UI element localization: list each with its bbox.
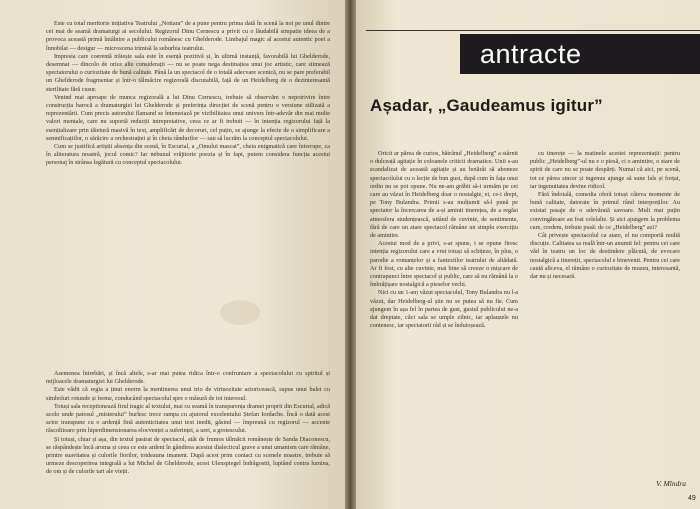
paragraph: Cât privește spectacolul ca atare, el nu comportă multă discuție. Calitatea sa reală într-un anumit fel: pentru cei care văd în teatru un loc de destindere plăcută, de evocare nostalgică a tinereții, spectacolul e binevenit. Pentru cei care caută altceva, el rămâne o curiozitate de muzeu, interesantă, dar nu și necesară. xyxy=(530,232,680,281)
left-article-body-top xyxy=(46,20,330,370)
article-title: Așadar, „Gaudeamus igitur” xyxy=(370,96,603,115)
right-column-1-text xyxy=(370,150,518,330)
left-paragraphs-bottom xyxy=(46,370,330,477)
author-signature: V. Mîndra xyxy=(656,479,686,488)
header-rule xyxy=(366,30,700,31)
left-paragraphs-top xyxy=(46,20,330,168)
right-column-1 xyxy=(370,150,518,495)
paragraph: Este vădit că regia a ținut enorm la mentinerea unui trio de virtuozitate actoricească, supus unui balet cu simboluri rotunde și ferme, conducând spectacolul spre o măsură de tot interesul. xyxy=(46,386,330,402)
paragraph: Nici cu un 1-am văzut spectacolul, Tony Bulandra nu l-a văzut, dar Heidelberg-ul știe nu se putea să nu fie. Cum ajungem în așa fel în partea de gust, gustul publicului ne-a dat dreptate, căci sala se umple zilnic, iar aplauzele nu contenesc, iar spectatorii râd și se înduioșează. xyxy=(370,289,518,330)
paragraph: Venind mai aproape de munca regizorală a lui Dinu Cernescu, trebuie să observăm o nepotrivire între construcția barocă a dramaturgiei lui Ghelderode și preferința direcției de scenă pentru o versiune stilizată a reprezentării. Cum precis autorului flamand se întemeiază pe vizibilitatea unui univers într-adevăr din mai multe valori mentale, care nu suportă reducții intrepretative, ceea ce ar fi trebuit — în intenția regizorului față la esențializare prin tăietură masivă în text, amplificări de decoruri, cel puțin, se ajunge la efecte de o simplificare a semnificațiilor, o sărăcire a orchestrației și în cheia rândurilor — sau să lucrăm la conceptul spectacolului. xyxy=(46,93,330,142)
paragraph: Este cu total meritorie inițiativa Teatrului „Nottara” de a pune pentru prima dată în scenă la noi pe unul dintre cei mai de seamă dramaturgi ai secolului. Regizorul Dinu Cernescu a privit cu o lăudabilă simpatie ideea de a provoca această primă întâlnire a publicului românesc cu Ghelderode. Limbajul magic al acestui autentic poet a înnobilat — desigur — microscena trimisă la suburbia teatrului. xyxy=(46,20,330,52)
paragraph: Asemenea întrebări, și încă altele, s-ar mai putea ridica într-o confruntare a spectacolului cu spiritul și mijloacele dramaturgiei lui Ghelderode. xyxy=(46,370,330,386)
left-article-body-bottom xyxy=(46,370,330,490)
paragraph: Fără îndoială, comedia oferă totuși câteva momente de bună calitate, datorate în primul rând interpreților. Au existat pasaje de o adevărată savoare. Mult mai puțin convingătoare au fost celelalte. Și aici ajungem la problema care, credem, trebuie pusă: de ce „Heidelberg” azi? xyxy=(530,191,680,231)
page-number: 49 xyxy=(688,495,696,502)
paragraph: Și totuși, chiar și așa, din textul pastrat de spectacol, atât de frumos tălmăcit românește de Sanda Diaconescu, se răspândește încă aroma și ceea ce este ardent în gândirea acestui dialecticul grave a unui umanism care rămâne, printre suavitatea și culorile fiorilor, totdeauna imanent. După acest prim contact cu scenele noastre, trebuie să urmeze descoperirea integrală a lui Michel de Ghelderode, acest Ulenspiegel îndrăgostit, luptând contra lumina, de om și de culorile tari ale vieții. xyxy=(46,435,330,476)
paragraph: Cum se justifică artiștii absența din scenă, în Escurial, a „Omului mascat”, cheia enigmatică care întrerupe, ca în aliteratura noastră, jocul comic? Iar nebunul vrăjitorie poezia și în fapt, putem considera funcția acestui personaj în strânsa legătură cu conceptul spectacolului. xyxy=(46,143,330,167)
paragraph: cu tinerețe — la matinele acestei reprezentații: pentru public „Heidelberg”-ul nu e o piesă, ci o amintire, o stare de spirit de care nu se poate despărți. Numai că aici, pe scenă, tot ce părea sincer și ingenuu ajunge să sune fals și forțat, iar ingenuitatea devine ridicol. xyxy=(530,150,680,190)
paragraph: Totuși sala receptionează firul tragic al textului, mai cu seamă în transparența dramei proprii din Escurial, adică acolo unde patosul „misterului” burlesc trece rampa cu ajutorul excelentului Ștefan Iordache. Încă o dată acest actor transpune cu o ardență fină autenticitatea unui text inedit, găsind — împreună cu regizorul — accente răscolitoare prin hiperdimensionarea elocvenței a suferinței, a urei, a grotescului. xyxy=(46,402,330,435)
right-column-2-text xyxy=(530,150,680,281)
book-gutter xyxy=(345,0,356,509)
right-column-2 xyxy=(530,150,680,495)
paragraph: Impresia care coerentă trăiește sala este în esență pozitivă și, în ultimă instanță, favorabilă lui Ghelderode, desemnat — dincolo de orice alte considerații — nu se poate nega destinațiea unui joc artistic, care stimează spectatorului o curiozitate de bună calitate. Până la un spectacol de o totală adecvare scenică, nu se pare preferabil un Ghelderode fragmentar și într-o tălmăcire regizorală discutabilă, față de un Heidelberg de o dezinteresantă sterilitate fără cusur. xyxy=(46,52,330,93)
paragraph: Oricit ar părea de curios, bătrânul „Heidelberg” a stârnit o dulceață agitație în coloanele criticii dramatice. Unii s-au scandalizat de această agitație și au hotărât să aboneze spectacolului cu o lecție de bun gust, după cum în fața unui ordin nu se pot opune. Nu ne-am grăbit să-i urmăm pe cei care au văzut în Heidelberg doar o nostalgie, ei, ce-i drept, pe Tony Bulandra. Primii s-au mulțumit să-l pună pe spectator la încercarea de a-și aminti tinerețea, de a regăsi atmosfera studențească, uitând de cuvinte, de sentimente, fără de care un atare spectacol rămâne un simplu exercițiu de amintire. xyxy=(370,150,518,240)
paragraph: Acestui mod de a privi, s-ar spune, i se opune firesc intenția regizorului care a vrut totuși să schițeze, în plus, o parodie a romanțelor și a fanteziilor teatrului de altădată. Ar fi fost, cu alte cuvinte, mai bine să creeze o mișcare de contrapunct între spectacol și public, care să nu rămână la o îmbrățișare nostalgică a pieselor vechi. xyxy=(370,240,518,289)
section-banner: antracte xyxy=(460,34,700,74)
